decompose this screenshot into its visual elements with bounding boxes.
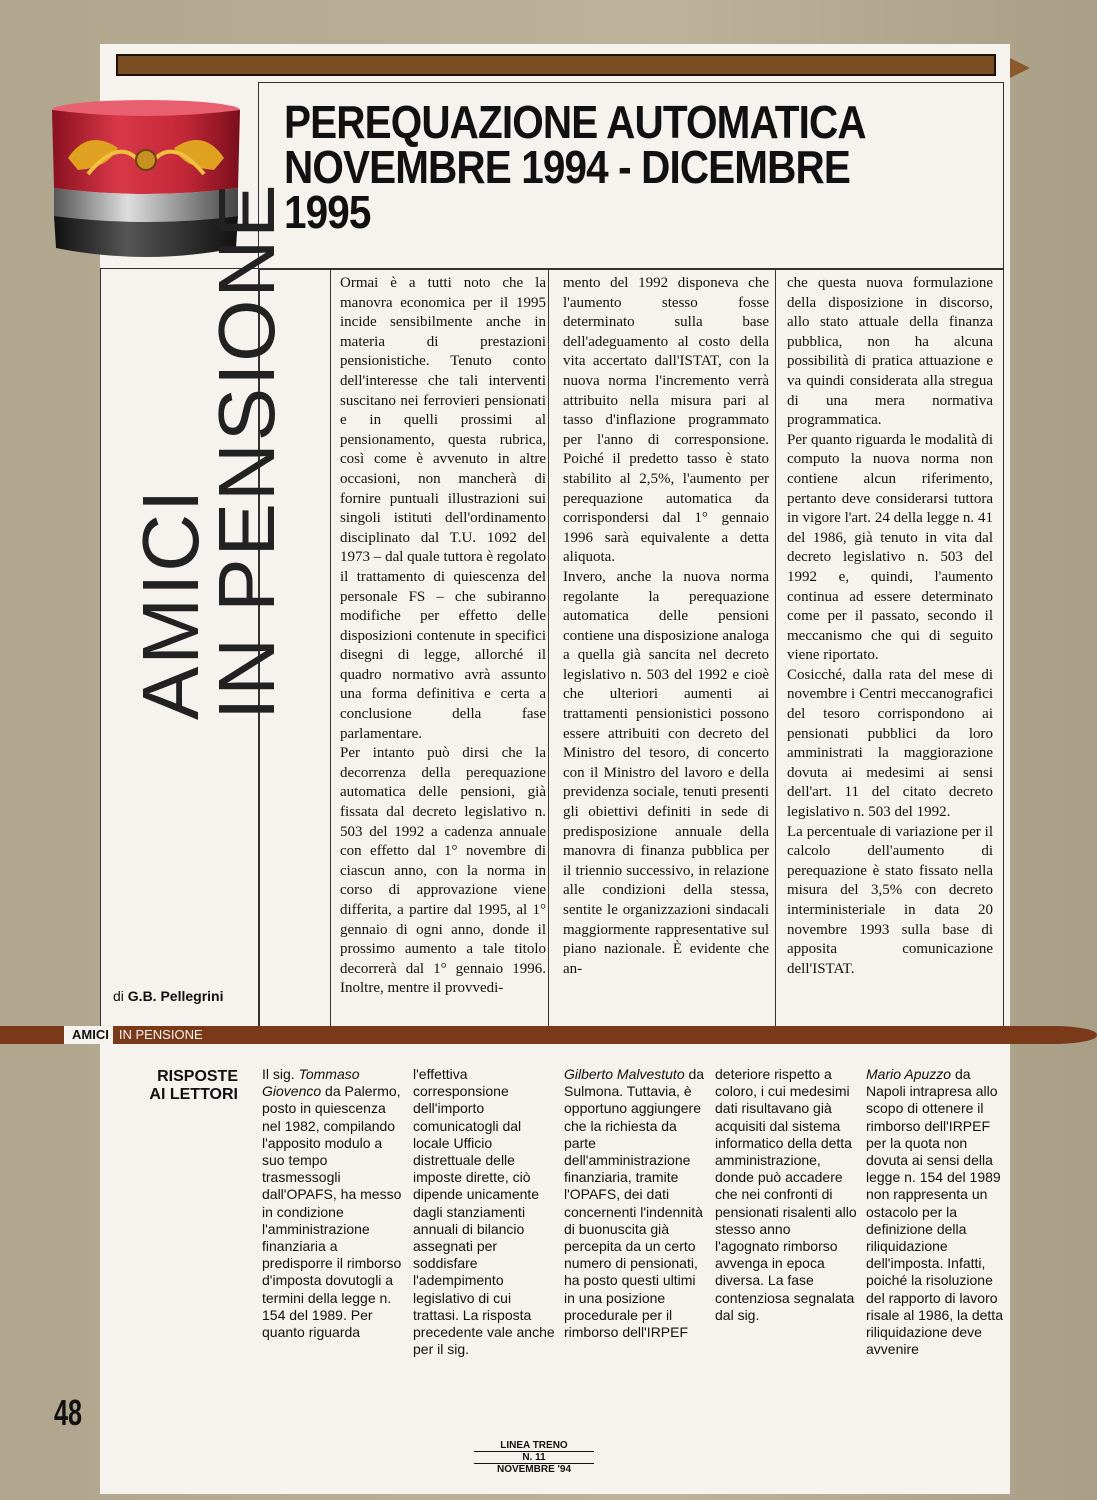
reader-name: Gilberto Malvestuto — [564, 1066, 685, 1082]
top-decorative-bar — [116, 54, 996, 76]
reader-name: Tommaso Giovenco — [262, 1066, 360, 1100]
magazine-issue: N. 11 — [474, 1451, 594, 1463]
magazine-date: NOVEMBRE '94 — [474, 1463, 594, 1475]
paragraph: Per quanto riguarda le modalità di computo la nuova norma non contiene alcun riferimento, pertanto deve considerarsi tuttora in vigore l'art. 24 della legge n. 41 del 1986, già tenuto in vita dal decreto legislativo n. 503 del 1992 e, quindi, l'aumento continua ad essere determinato come per il passato, secondo il meccanismo che qui di seguito viene riportato. — [787, 431, 993, 664]
title-line-1: PEREQUAZIONE AUTOMATICA — [284, 96, 866, 148]
letters-section-label — [120, 1068, 238, 1104]
magazine-footer — [474, 1440, 594, 1475]
paragraph: Ormai è a tutti noto che la manovra economica per il 1995 incide sensibilmente anche in materia di prestazioni pensionistiche. Tenuto conto dell'interesse che tali interventi suscitano nei ferrovieri pensionati e in quelli prossimi al pensionamento, questa rubrica, così come è avvenuto in altre occasioni, non mancherà di fornire puntuali illustrazioni sui singoli istituti dell'ordinamento disciplinato dal T.U. 1092 del 1973 – dal quale tuttora è regolato il trattamento di quiescenza del personale FS – che subiranno modifiche per effetto delle disposizioni contenute in specifici disegni di legge, allorché il quadro normativo avrà assunto una forma definitiva e certa a conclusione della fase parlamentare. — [340, 275, 546, 742]
column-rule — [775, 268, 776, 1026]
paragraph: mento del 1992 disponeva che l'aumento stesso fosse determinato sulla base dell'adeguamento al costo della vita accertato dall'ISTAT, con la nuova norma l'incremento verrà attribuito nella misura pari al tasso d'inflazione programmato per l'anno di corresponsione. Poiché il predetto tasso è stato stabilito al 2,5%, l'aumento per perequazione automatica da corrispondersi dal 1° gennaio 1996 sarà equivalente a detta aliquota. — [563, 275, 769, 566]
letters-label-line-2: AI LETTORI — [149, 1086, 238, 1103]
byline-author: G.B. Pellegrini — [127, 988, 224, 1004]
paragraph: Cosicché, dalla rata del mese di novembre i Centri meccanografici del tesoro corrispondono ai pensionati pubblici da loro amministrati la maggiorazione dovuta ai medesimi ai sensi dell'art. 11 del citato decreto legislativo n. 503 del 1992. — [787, 666, 993, 821]
letter-text: l'effettiva corresponsione dell'importo comunicatogli dal locale Ufficio distrettuale delle imposte dirette, ciò dipende unicamente dagli stanziamenti annuali di bilancio assegnati per soddisfare l'adempimento legislativo di cui trattasi. La risposta precedente vale anche per il sig. — [413, 1066, 555, 1358]
paragraph — [564, 1066, 706, 1341]
byline-prefix: di — [113, 988, 124, 1004]
magazine-name: LINEA TRENO — [500, 1440, 568, 1451]
article-column-3 — [787, 274, 993, 979]
letter-text: deteriore rispetto a coloro, i cui medesimi dati risultavano già acquisiti dal sistema informatico della detta amministrazione, donde può accadere che nei confronti di pensionati risalenti allo stesso anno l'agognato rimborso avvenga in epoca diversa. La fase contenziosa segnalata dal sig. — [715, 1066, 857, 1323]
band-label-amici: AMICI — [64, 1026, 113, 1044]
title-line-2: NOVEMBRE 1994 - DICEMBRE 1995 — [284, 141, 850, 238]
reader-name: Mario Apuzzo — [866, 1066, 952, 1082]
paragraph — [262, 1066, 404, 1341]
article-column-2 — [563, 274, 769, 979]
byline — [113, 988, 224, 1004]
letter-text: da Napoli intrapresa allo scopo di ottenere il rimborso dell'IRPEF per la quota non dovuta ai sensi della legge n. 154 del 1989 non rappresenta un ostacolo per la definizione della riliquidazione dell'imposta. Infatti, poiché la risoluzione del rapporto di lavoro risale al 1986, la detta riliquidazione deve avvenire — [866, 1066, 1003, 1358]
column-rule — [330, 268, 331, 1026]
section-word-in-pensione: IN PENSIONE — [202, 182, 291, 720]
band-label-in-pensione: IN PENSIONE — [118, 1027, 203, 1042]
paragraph: Invero, anche la nuova norma regolante la perequazione automatica delle pensioni contiene una disposizione analoga a quella già sancita nel decreto legislativo n. 503 del 1992 e cioè che ulteriori aumenti ai trattamenti pensionistici possono essere attribuiti con decreto del Ministro del tesoro, di concerto con il Ministro del lavoro e della previdenza sociale, tenuti presenti gli obiettivi definiti in sede di predisposizione annuale della manovra di finanza pubblica per il triennio successivo, in relazione alle condizioni della stessa, sentite le organizzazioni sindacali maggiormente rappresentative sul piano nazionale. È evidente che an- — [563, 568, 769, 977]
letter-text: da Sulmona. Tuttavia, è opportuno aggiungere che la richiesta da parte dell'amministrazione finanziaria, tramite l'OPAFS, dei dati concernenti l'indennità di buonuscita già percepita da un certo numero di pensionati, ha posto questi ultimi in una posizione procedurale per il rimborso dell'IRPEF — [564, 1066, 705, 1341]
letters-column-4 — [715, 1066, 857, 1324]
letters-label-line-1: RISPOSTE — [157, 1068, 238, 1085]
letters-column-2 — [413, 1066, 555, 1358]
paragraph — [866, 1066, 1008, 1358]
paragraph: La percentuale di variazione per il calcolo dell'aumento di perequazione è stato fissato nella misura del 3,5% con decreto interministeriale in data 20 novembre 1993 sulla base di apposita comunicazione dell'ISTAT. — [787, 823, 993, 977]
section-vertical-title — [126, 182, 291, 720]
paragraph: Per intanto può dirsi che la decorrenza della perequazione automatica delle pensioni, già fissata dal decreto legislativo n. 503 del 1992 a cadenza annuale con effetto dal 1° novembre di ciascun anno, con la norma in corso di approvazione viene differita, a partire dal 1995, al 1° gennaio di ogni anno, donde il prossimo aumento a tale titolo decorrerà dal 1° gennaio 1996. Inoltre, mentre il provvedi- — [340, 745, 546, 997]
article-column-1 — [340, 274, 546, 999]
section-band-label — [64, 1026, 209, 1044]
letters-column-3 — [564, 1066, 706, 1341]
letter-text: da Palermo, posto in quiescenza nel 1982, compilando l'apposito modulo a suo tempo trasmessogli dall'OPAFS, ha messo in condizione l'amministrazione finanziaria a predisporre il rimborso d'imposta dovutogli a termini della legge n. 154 del 1989. Per quanto riguarda — [262, 1083, 402, 1341]
paragraph: che questa nuova formulazione della disposizione in discorso, allo stato attuale della finanza pubblica, non ha alcuna possibilità di pratica attuazione e va quindi considerata alla stregua di una mera normativa programmatica. — [787, 275, 993, 429]
article-title — [284, 96, 900, 238]
letter-intro: Il sig. — [262, 1066, 295, 1082]
section-word-amici: AMICI — [126, 487, 215, 720]
column-rule — [548, 268, 549, 1026]
arrow-right-icon — [1010, 58, 1030, 78]
letters-column-5 — [866, 1066, 1008, 1358]
letters-column-1 — [262, 1066, 404, 1341]
page-number: 48 — [54, 1392, 83, 1433]
